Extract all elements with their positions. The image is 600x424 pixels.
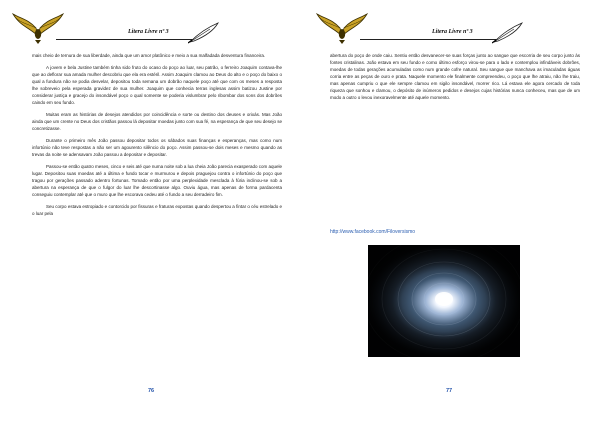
page-number: 76: [148, 388, 155, 394]
facebook-link[interactable]: http://www.facebook.com/Filoversismo: [330, 229, 416, 235]
page-number: 77: [446, 388, 453, 394]
paragraph: Muitas eram as histórias de desejos atendidos por coincidência e sorte ou destino dos deuses e orixás. Mas João ainda que um crente no Deus dos cristãos passou lá depositar moedas junto com sua fé, na esperança de que seu desejo se concretizasse.: [32, 112, 282, 131]
paragraph: A jovem e bela Justine também tinha sido fruto do ocaso do poço ao luar, seu patrão, o ferreiro Joaquim contava-lhe que ao deflorar sua amada mulher descobriu que ela era estéril. Assim Joaquim clamou ao Deus do alto e o poço do baixo o qual a fundura não se podia desvelar, depositou toda semana um dobrão naquele poço até que com os meses a resposta lhe sobreveio pela esperada gravidez de sua mulher. Joaquim que conhecia terras inglesas assim batizou Justine por considerar justiça e gracejo do insondável poço o qual somente se poderia vislumbrar pelo ribombar dos sons dos dobrões caindo em seu fundo.: [32, 65, 282, 105]
article-text: [32, 52, 282, 222]
right-page: [300, 0, 600, 424]
paragraph: abertura do poço de onde caiu. Sentiu então desvanecer-se suas forças junto ao sangue que escorria de seu corpo junto às fontes cristalinas. João estava em seu fundo e como último esforço virou-se para o lado e contemplou infindáveis dobrões, moedas de todas gerações acumuladas como num grande cofre natural. Seu sangue que manchava as imaculadas águas corria entre as peças de ouro e prata. Naquele momento ele finalmente compreendeu, o poço que lhe atraiu, não lhe traiu, mas apenas cumpriu o que ele sempre clamou em sigilo insondável, morrer rico. Lá estava ele agora cercado de toda riqueza que sonhou e clamou, o depósito de inúmeros pedidos e desejos cujas histórias nunca conheceu, mas que de um modo a outro o levou inexoravelmente até aquele momento.: [330, 53, 580, 100]
paragraph: Passou-se então quatro meses, cinco e seis até que numa noite sob a lua cheia João parecia exasperado com aquele lugar. Depositou suas moedas até a última e fundo tocar e murmurou e depois praguejou contra o infortúnio do poço que tragou por gerações passado adentro fortunas. Tomado então por uma perplexidade mesclada à fúria inclinou-se sob a abertura na esperança de que o fulgor do luar lhe descortinasse algo. Ouviu água, mas apenas de forma pardacenta conseguiu contemplar até que o muro que lhe escorava cedeu até o fundo a seu derradeiro fim.: [32, 164, 282, 197]
paragraph: Seu corpo estava estropiado e contorcido por fissuras e fraturas expostas quando despertou a fintar o céu estrelado e o luar pela: [32, 204, 282, 216]
magazine-title: Litera Livre nº 3: [128, 29, 169, 35]
quill-pen-icon: [188, 22, 220, 44]
page-header: [316, 10, 546, 46]
magazine-title: Litera Livre nº 3: [432, 29, 473, 35]
header-rule: [56, 39, 196, 40]
well-photo-image: [368, 245, 520, 357]
well-photo: [368, 245, 520, 357]
header-rule: [360, 39, 500, 40]
paragraph: Durante o primeiro mês João passou depositar todos os sábados suas finanças e esperanças, mas como num infortúnio não teve respostas a não ser um agourento silêncio do poço. Assim passou-se dois meses e mesmo quando as trevas da noite se adensavam João passou a depositar e depositar.: [32, 138, 282, 157]
page-header: [12, 10, 242, 46]
quill-pen-icon: [492, 22, 524, 44]
paragraph: mais cheio de ternura de sua liberdade, ainda que um amor platônico e meio a sua malfadada desventura financeira.: [32, 53, 266, 58]
article-text: [330, 52, 580, 106]
